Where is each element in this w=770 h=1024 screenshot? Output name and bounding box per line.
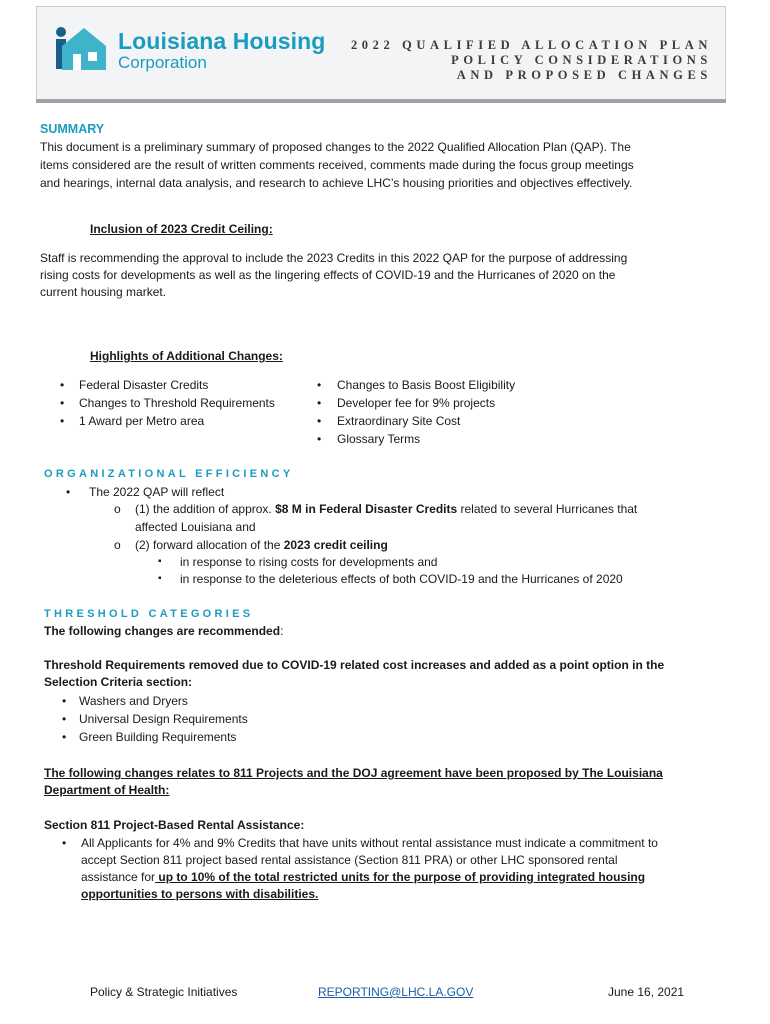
footer-date: June 16, 2021 (608, 985, 685, 999)
org-sub-item-bold: 2023 credit ceiling (283, 538, 388, 552)
threshold-intro-bold: The following changes are recommended (44, 624, 281, 638)
header-divider (36, 99, 726, 103)
credit-ceiling-line: rising costs for developments as well as the lingering effects of COVID-19 and the Hurricanes of 2020 on the (40, 268, 616, 282)
section811-bold: up to 10% of the total restricted units for the purpose of providing integrated housing (155, 870, 646, 884)
brand-name-line1: Louisiana Housing (118, 28, 326, 54)
bullet-marker: • (317, 432, 322, 446)
bullet-marker: • (62, 836, 67, 850)
removed-requirements-line: Selection Criteria section: (44, 675, 193, 689)
footer-email-link[interactable]: REPORTING@LHC.LA.GOV (318, 985, 474, 999)
org-sub-sub-item: in response to rising costs for developments and (180, 555, 438, 569)
circle-marker: o (114, 538, 121, 552)
highlight-item: Changes to Basis Boost Eligibility (337, 378, 516, 392)
brand-name-line2: Corporation (118, 53, 207, 72)
bullet-marker: • (317, 378, 322, 392)
credit-ceiling-heading: Inclusion of 2023 Credit Ceiling: (90, 222, 273, 236)
summary-line: and hearings, internal data analysis, and research to achieve LHC’s housing priorities and objectives effectively. (40, 176, 633, 190)
section811-text: assistance for (81, 870, 156, 884)
credit-ceiling-line: Staff is recommending the approval to include the 2023 Credits in this 2022 QAP for the purpose of addressing (40, 251, 628, 265)
credit-ceiling-line: current housing market. (40, 285, 167, 299)
highlight-item: 1 Award per Metro area (79, 414, 205, 428)
highlights-heading: Highlights of Additional Changes: (90, 349, 283, 363)
section811-heading: Section 811 Project-Based Rental Assistance: (44, 818, 305, 832)
removed-item: Washers and Dryers (79, 694, 188, 708)
org-sub-item-2 (135, 536, 388, 554)
bullet-marker: • (60, 378, 65, 392)
bullet-marker: • (66, 485, 71, 499)
org-sub-item-text: related to several Hurricanes that (457, 502, 638, 516)
highlight-item: Glossary Terms (337, 432, 421, 446)
threshold-intro-tail: : (280, 624, 284, 638)
removed-item: Green Building Requirements (79, 730, 237, 744)
bullet-marker: • (317, 414, 322, 428)
doj-changes-line: Department of Health: (44, 783, 170, 797)
circle-marker: o (114, 502, 121, 516)
summary-heading: SUMMARY (40, 122, 105, 136)
org-sub-item-bold: $8 M in Federal Disaster Credits (275, 502, 458, 516)
removed-item: Universal Design Requirements (79, 712, 248, 726)
section811-line (81, 868, 645, 886)
org-sub-item-text: (1) the addition of approx. (135, 502, 276, 516)
highlight-item: Extraordinary Site Cost (337, 414, 461, 428)
removed-requirements-line: Threshold Requirements removed due to COVID-19 related cost increases and added as a point option in the (44, 658, 665, 672)
highlight-item: Developer fee for 9% projects (337, 396, 496, 410)
org-sub-item-text: (2) forward allocation of the (135, 538, 284, 552)
bullet-marker: • (317, 396, 322, 410)
bullet-marker: • (62, 694, 67, 708)
summary-line: This document is a preliminary summary of proposed changes to the 2022 Qualified Allocation Plan (QAP). The (40, 140, 631, 154)
footer-department: Policy & Strategic Initiatives (90, 985, 238, 999)
doj-changes-line: The following changes relates to 811 Projects and the DOJ agreement have been proposed by The Louisiana (44, 766, 663, 780)
title-line: AND PROPOSED CHANGES (456, 68, 712, 82)
square-marker: ▪ (158, 556, 162, 567)
square-marker: ▪ (158, 573, 162, 584)
org-efficiency-item: The 2022 QAP will reflect (89, 485, 225, 499)
document-title (351, 38, 712, 83)
title-line: 2022 QUALIFIED ALLOCATION PLAN (350, 38, 712, 52)
org-sub-item-1 (135, 500, 637, 518)
org-sub-sub-item: in response to the deleterious effects of both COVID-19 and the Hurricanes of 2020 (180, 572, 623, 586)
highlight-item: Federal Disaster Credits (79, 378, 209, 392)
section811-line: All Applicants for 4% and 9% Credits that have units without rental assistance must indicate a commitment to (81, 836, 658, 850)
bullet-marker: • (60, 396, 65, 410)
summary-line: items considered are the result of written comments received, comments made during the focus group meetings (40, 158, 634, 172)
bullet-marker: • (62, 730, 67, 744)
bullet-marker: • (60, 414, 65, 428)
title-line: POLICY CONSIDERATIONS (451, 53, 712, 67)
house-with-person-icon (52, 24, 108, 72)
bullet-marker: • (62, 712, 67, 726)
section811-line: accept Section 811 project based rental assistance (Section 811 PRA) or other LHC sponsored rental (81, 853, 618, 867)
threshold-heading: THRESHOLD CATEGORIES (44, 608, 254, 620)
highlight-item: Changes to Threshold Requirements (79, 396, 275, 410)
org-sub-item-1-cont: affected Louisiana and (135, 520, 256, 534)
org-efficiency-heading: ORGANIZATIONAL EFFICIENCY (44, 468, 294, 480)
threshold-intro (44, 622, 283, 640)
section811-line: opportunities to persons with disabilities. (81, 887, 319, 901)
